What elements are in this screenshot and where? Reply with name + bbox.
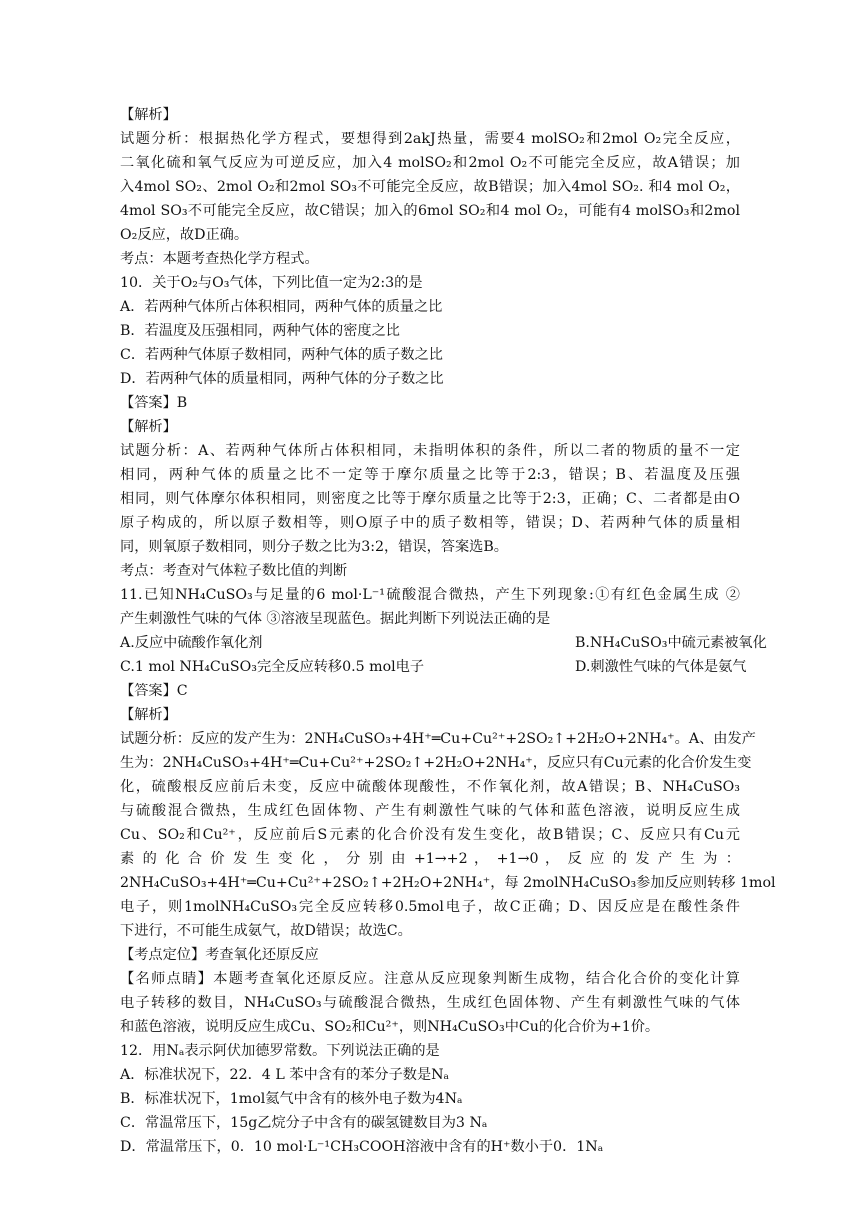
teacher-comment-line: 【名师点睛】本题考查氧化还原反应。注意从反应现象判断生成物，结合化合价的变化计算 (120, 971, 740, 987)
text-line: 生为：2NH₄CuSO₃+4H⁺═Cu+Cu²⁺+2SO₂↑+2H₂O+2NH₄⁺，反应只有Cu元素的化合价发生变 (120, 755, 752, 771)
analysis-heading: 【解析】 (120, 707, 177, 723)
answer-line: 【答案】B (120, 395, 188, 411)
text-line: 试题分析：根据热化学方程式，要想得到2akJ热量，需要4 molSO₂和2mol O₂完全反应， (120, 131, 740, 147)
text-line: 试题分析：反应的发产生为：2NH₄CuSO₃+4H⁺═Cu+Cu²⁺+2SO₂↑+2H₂O+2NH₄⁺。A、由发产 (120, 731, 756, 747)
teacher-comment-line: 和蓝色溶液，说明反应生成Cu、SO₂和Cu²⁺，则NH₄CuSO₃中Cu的化合价为+1价。 (120, 1019, 660, 1035)
exam-point-line: 【考点定位】考查氧化还原反应 (120, 947, 319, 963)
text-line: 下进行，不可能生成氨气，故D错误；故选C。 (120, 923, 412, 939)
text-line: Cu、SO₂和Cu²⁺，反应前后S元素的化合价没有发生变化，故B错误；C、反应只有Cu元 (120, 827, 740, 843)
text-line: 素 的 化 合 价 发 生 变 化 ， 分 别 由 +1→+2 ， +1→0 ， 反 应 的 发 产 生 为 ： (120, 851, 740, 867)
note-line: 考点：本题考查热化学方程式。 (120, 251, 319, 267)
analysis-heading: 【解析】 (120, 107, 177, 123)
question-12-option-b: B．标准状况下，1mol氦气中含有的核外电子数为4Nₐ (120, 1091, 463, 1107)
question-12-option-c: C．常温常压下，15g乙烷分子中含有的碳氢键数目为3 Nₐ (120, 1115, 488, 1131)
text-line: O₂反应，故D正确。 (120, 227, 249, 243)
question-10-option-a: A．若两种气体所占体积相同，两种气体的质量之比 (120, 299, 443, 315)
text-line: 相同，则气体摩尔体积相同，则密度之比等于摩尔质量之比等于2:3，正确；C、二者都是由O (120, 491, 740, 507)
question-10-option-c: C．若两种气体原子数相同，两种气体的质子数之比 (120, 347, 443, 363)
question-12-stem: 12．用Nₐ表示阿伏加德罗常数。下列说法正确的是 (120, 1043, 440, 1059)
question-11-option-c: C.1 mol NH₄CuSO₃完全反应转移0.5 mol电子 (120, 659, 425, 675)
question-12-option-d: D．常温常压下，0．10 mol·L⁻¹CH₃COOH溶液中含有的H⁺数小于0．1Nₐ (120, 1139, 604, 1155)
text-line: 相同，两种气体的质量之比不一定等于摩尔质量之比等于2:3，错误；B、若温度及压强 (120, 467, 740, 483)
question-11-stem: 产生刺激性气味的气体 ③溶液呈现蓝色。据此判断下列说法正确的是 (120, 611, 551, 627)
text-line: 4mol SO₃不可能完全反应，故C错误；加入的6mol SO₂和4 mol O₂，可能有4 molSO₃和2mol (120, 203, 740, 219)
text-line: 原子构成的，所以原子数相等，则O原子中的质子数相等，错误；D、若两种气体的质量相 (120, 515, 740, 531)
text-line: 试题分析：A、若两种气体所占体积相同，未指明体积的条件，所以二者的物质的量不一定 (120, 443, 740, 459)
question-11-option-b: B.NH₄CuSO₃中硫元素被氧化 (575, 635, 767, 651)
text-line: 化，硫酸根反应前后未变，反应中硫酸体现酸性，不作氧化剂，故A错误；B、NH₄CuSO₃ (120, 779, 740, 795)
note-line: 考点：考查对气体粒子数比值的判断 (120, 563, 348, 579)
text-line: 入4mol SO₂、2mol O₂和2mol SO₃不可能完全反应，故B错误；加入4mol SO₂. 和4 mol O₂， (120, 179, 740, 195)
question-11-stem: 11.已知NH₄CuSO₃与足量的6 mol·L⁻¹硫酸混合微热，产生下列现象:①有红色金属生成 ② (120, 587, 740, 603)
text-line: 同，则氧原子数相同，则分子数之比为3:2，错误，答案选B。 (120, 539, 508, 555)
question-11-options-row (120, 631, 767, 655)
text-line: 电子，则1molNH₄CuSO₃完全反应转移0.5mol电子，故C正确；D、因反应是在酸性条件 (120, 899, 740, 915)
text-line: 与硫酸混合微热，生成红色固体物、产生有刺激性气味的气体和蓝色溶液，说明反应生成 (120, 803, 740, 819)
text-line: 二氧化硫和氧气反应为可逆反应，加入4 molSO₂和2mol O₂不可能完全反应，故A错误；加 (120, 155, 740, 171)
question-11-option-a: A.反应中硫酸作氧化剂 (120, 635, 263, 651)
question-11-options-row (120, 655, 747, 679)
answer-line: 【答案】C (120, 683, 188, 699)
analysis-heading: 【解析】 (120, 419, 177, 435)
teacher-comment-line: 电子转移的数目，NH₄CuSO₃与硫酸混合微热，生成红色固体物、产生有刺激性气味的气体 (120, 995, 740, 1011)
text-line: 2NH₄CuSO₃+4H⁺═Cu+Cu²⁺+2SO₂↑+2H₂O+2NH₄⁺，每 2molNH₄CuSO₃参加反应则转移 1mol (120, 875, 776, 891)
question-11-option-d: D.刺激性气味的气体是氨气 (575, 659, 747, 675)
question-12-option-a: A．标准状况下，22．4 L 苯中含有的苯分子数是Nₐ (120, 1067, 450, 1083)
question-10-option-d: D．若两种气体的质量相同，两种气体的分子数之比 (120, 371, 444, 387)
question-10-stem: 10．关于O₂与O₃气体，下列比值一定为2:3的是 (120, 275, 423, 291)
question-10-option-b: B．若温度及压强相同，两种气体的密度之比 (120, 323, 400, 339)
